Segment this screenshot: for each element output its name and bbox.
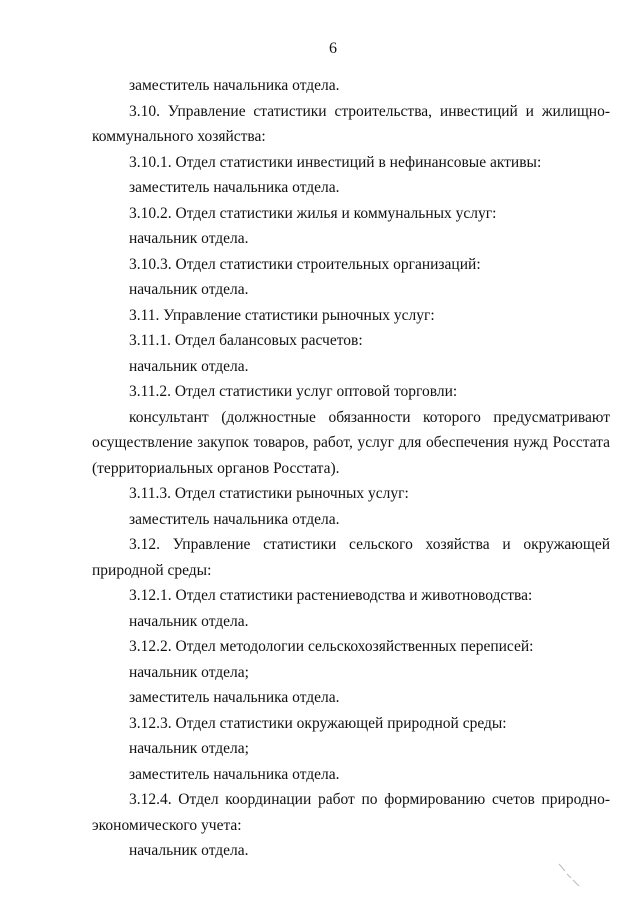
text-line: природной среды: <box>92 561 212 579</box>
text-line: 3.12.2. Отдел методологии сельскохозяйственных переписей: <box>129 638 534 655</box>
text-line: заместитель начальника отдела. <box>129 77 340 94</box>
text-line: консультант (должностные обязанности которого предусматривают <box>129 408 610 426</box>
text-line: 3.12. Управление статистики сельского хозяйства и окружающей <box>129 536 610 553</box>
document-body <box>92 73 610 864</box>
text-line: заместитель начальника отдела. <box>129 765 340 783</box>
text-line: 3.10.1. Отдел статистики инвестиций в нефинансовые активы: <box>129 153 542 171</box>
text-line: начальник отдела. <box>129 230 249 247</box>
text-line: 3.10.2. Отдел статистики жилья и коммунальных услуг: <box>129 204 497 222</box>
text-line: осуществление закупок товаров, работ, услуг для обеспечения нужд Росстата <box>92 434 610 451</box>
text-line: 3.11.3. Отдел статистики рыночных услуг: <box>129 485 409 502</box>
text-line: 3.11.1. Отдел балансовых расчетов: <box>129 332 363 349</box>
page-number: 6 <box>329 40 337 57</box>
text-line: 3.10.3. Отдел статистики строительных организаций: <box>129 255 481 273</box>
text-line: 3.12.1. Отдел статистики растениеводства и животноводства: <box>129 587 533 604</box>
text-line: 3.11.2. Отдел статистики услуг оптовой торговли: <box>129 383 458 400</box>
text-line: начальник отдела. <box>129 281 249 298</box>
text-line: начальник отдела. <box>129 357 249 375</box>
text-line: начальник отдела; <box>129 663 249 681</box>
text-line: начальник отдела. <box>129 612 249 630</box>
text-line: экономического учета: <box>92 816 242 834</box>
text-line: начальник отдела. <box>129 842 249 859</box>
text-line: 3.12.4. Отдел координации работ по формированию счетов природно- <box>129 791 610 808</box>
text-line: коммунального хозяйства: <box>92 128 266 145</box>
text-line: (территориальных органов Росстата). <box>92 459 340 477</box>
text-line: заместитель начальника отдела. <box>129 179 340 196</box>
text-line: начальник отдела; <box>129 740 249 757</box>
text-line: 3.12.3. Отдел статистики окружающей природной среды: <box>129 714 507 732</box>
pen-mark <box>555 860 585 890</box>
text-line: заместитель начальника отдела. <box>129 689 340 706</box>
text-line: заместитель начальника отдела. <box>129 510 340 528</box>
text-line: 3.11. Управление статистики рыночных услуг: <box>129 306 435 324</box>
text-line: 3.10. Управление статистики строительства, инвестиций и жилищно- <box>129 102 610 120</box>
